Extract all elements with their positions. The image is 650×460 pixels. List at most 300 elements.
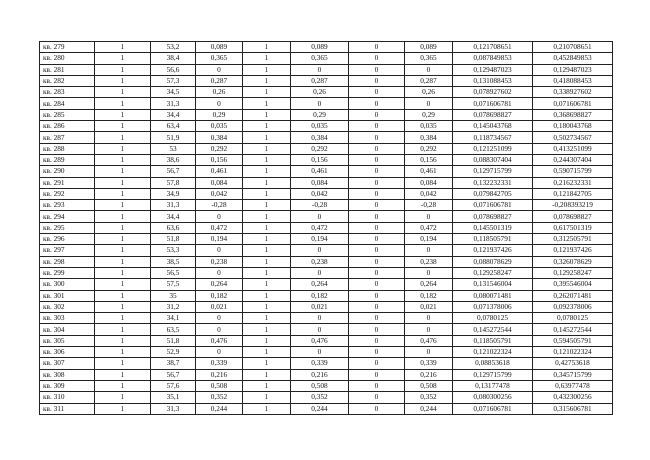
table-cell: 1 [95, 267, 151, 278]
table-cell: 1 [243, 380, 291, 391]
table-cell: 38,7 [151, 358, 196, 369]
table-cell: 1 [95, 75, 151, 86]
table-cell: 0,121022324 [453, 347, 533, 358]
table-row [40, 256, 613, 267]
table-cell: 0 [349, 279, 405, 290]
table-cell: 1 [95, 64, 151, 75]
table-cell: 63,5 [151, 324, 196, 335]
table-cell: 1 [243, 324, 291, 335]
table-cell: -0,28 [291, 200, 349, 211]
table-cell: 0,129487023 [453, 64, 533, 75]
table-cell: 0 [349, 290, 405, 301]
table-row [40, 392, 613, 403]
table-cell: 0,352 [405, 392, 453, 403]
table-cell: 0,084 [405, 177, 453, 188]
table-row [40, 358, 613, 369]
table-cell: 0 [349, 75, 405, 86]
table-cell: 0,292 [196, 143, 243, 154]
apartment-label-cell: кв. 310 [40, 392, 95, 403]
table-cell: 0 [291, 347, 349, 358]
table-cell: 1 [95, 290, 151, 301]
table-cell: 0,238 [196, 256, 243, 267]
table-cell: 1 [95, 256, 151, 267]
apartment-label-cell: кв. 287 [40, 132, 95, 143]
table-cell: 0,131546004 [453, 279, 533, 290]
apartment-label-cell: кв. 308 [40, 369, 95, 380]
table-cell: 1 [243, 53, 291, 64]
table-cell: 1 [95, 222, 151, 233]
table-cell: 0 [405, 211, 453, 222]
table-cell: 0 [349, 245, 405, 256]
table-cell: 1 [95, 211, 151, 222]
table-cell: 0 [349, 358, 405, 369]
table-cell: 1 [243, 166, 291, 177]
table-cell: 34,5 [151, 87, 196, 98]
table-cell: 0,079842705 [453, 188, 533, 199]
apartment-data-table [39, 41, 613, 415]
table-cell: 0,182 [291, 290, 349, 301]
table-cell: 0,118734567 [453, 132, 533, 143]
table-cell: 0,338927602 [533, 87, 613, 98]
table-cell: 1 [243, 313, 291, 324]
table-cell: 0,461 [405, 166, 453, 177]
table-cell: 0 [349, 234, 405, 245]
table-row [40, 222, 613, 233]
table-row [40, 75, 613, 86]
table-cell: 1 [95, 324, 151, 335]
table-cell: 1 [243, 98, 291, 109]
table-cell: 0 [349, 64, 405, 75]
apartment-label-cell: кв. 296 [40, 234, 95, 245]
table-cell: 0,216 [405, 369, 453, 380]
table-cell: 0,590715799 [533, 166, 613, 177]
table-cell: 53 [151, 143, 196, 154]
table-cell: 1 [95, 403, 151, 414]
apartment-label-cell: кв. 303 [40, 313, 95, 324]
table-cell: 0,078698827 [453, 211, 533, 222]
table-cell: 0,287 [196, 75, 243, 86]
table-cell: 0,194 [405, 234, 453, 245]
table-cell: 0,021 [405, 301, 453, 312]
table-cell: 0,238 [291, 256, 349, 267]
table-cell: 0,594505791 [533, 335, 613, 346]
table-cell: 0 [349, 121, 405, 132]
table-cell: 0 [349, 380, 405, 391]
table-cell: 0,121022324 [533, 347, 613, 358]
table-cell: 1 [243, 200, 291, 211]
table-row [40, 154, 613, 165]
table-cell: 0,264 [291, 279, 349, 290]
table-cell: 57,5 [151, 279, 196, 290]
table-cell: 0,461 [196, 166, 243, 177]
table-cell: 0 [405, 347, 453, 358]
table-cell: 0,118505791 [453, 335, 533, 346]
table-row [40, 200, 613, 211]
table-cell: 1 [95, 143, 151, 154]
table-cell: 1 [243, 392, 291, 403]
table-cell: 0,13177478 [453, 380, 533, 391]
table-cell: 0,264 [405, 279, 453, 290]
table-row [40, 87, 613, 98]
apartment-label-cell: кв. 311 [40, 403, 95, 414]
table-cell: 1 [95, 234, 151, 245]
table-cell: 1 [243, 154, 291, 165]
table-cell: 0,121251099 [453, 143, 533, 154]
table-cell: -0,28 [405, 200, 453, 211]
table-cell: 1 [243, 301, 291, 312]
table-cell: 0,292 [405, 143, 453, 154]
table-cell: 0,182 [196, 290, 243, 301]
table-cell: 0,092378006 [533, 301, 613, 312]
table-cell: 0,476 [405, 335, 453, 346]
table-cell: 0,035 [196, 121, 243, 132]
table-cell: 53,2 [151, 42, 196, 53]
table-row [40, 188, 613, 199]
table-cell: 1 [243, 403, 291, 414]
table-cell: 0,508 [291, 380, 349, 391]
table-cell: -0,208393219 [533, 200, 613, 211]
table-cell: 0 [349, 132, 405, 143]
table-cell: 0,084 [196, 177, 243, 188]
table-cell: 1 [243, 143, 291, 154]
table-cell: 0 [349, 154, 405, 165]
table-cell: 0,452849853 [533, 53, 613, 64]
table-cell: 0,244 [291, 403, 349, 414]
table-cell: 51,8 [151, 335, 196, 346]
table-cell: 1 [243, 245, 291, 256]
table-cell: 57,8 [151, 177, 196, 188]
table-cell: 0,145272544 [533, 324, 613, 335]
table-cell: 1 [95, 279, 151, 290]
table-cell: 0 [349, 177, 405, 188]
table-cell: 0,326078629 [533, 256, 613, 267]
table-cell: 0,145043768 [453, 121, 533, 132]
table-cell: 0,042 [196, 188, 243, 199]
apartment-label-cell: кв. 289 [40, 154, 95, 165]
apartment-label-cell: кв. 281 [40, 64, 95, 75]
table-cell: 0,194 [196, 234, 243, 245]
table-cell: 0,476 [291, 335, 349, 346]
table-cell: 0,508 [196, 380, 243, 391]
table-cell: 0,238 [405, 256, 453, 267]
table-cell: 1 [95, 53, 151, 64]
table-cell: 0 [196, 313, 243, 324]
apartment-label-cell: кв. 307 [40, 358, 95, 369]
table-cell: 1 [243, 132, 291, 143]
table-row [40, 211, 613, 222]
table-cell: 0,078698827 [533, 211, 613, 222]
table-cell: 0,118505791 [453, 234, 533, 245]
table-cell: 0 [349, 53, 405, 64]
table-cell: 0,418088453 [533, 75, 613, 86]
table-cell: 0,461 [291, 166, 349, 177]
table-cell: 1 [243, 121, 291, 132]
table-cell: 0 [349, 347, 405, 358]
table-cell: 0,021 [196, 301, 243, 312]
table-cell: 35,1 [151, 392, 196, 403]
table-cell: 0,078927602 [453, 87, 533, 98]
table-cell: 1 [95, 188, 151, 199]
table-cell: 0,071606781 [533, 98, 613, 109]
table-cell: 0,087849853 [453, 53, 533, 64]
table-cell: 63,4 [151, 121, 196, 132]
table-cell: 38,6 [151, 154, 196, 165]
table-cell: 0,384 [291, 132, 349, 143]
table-body [40, 42, 613, 415]
table-cell: 0 [291, 267, 349, 278]
table-cell: 0,035 [291, 121, 349, 132]
table-cell: 1 [243, 347, 291, 358]
apartment-label-cell: кв. 302 [40, 301, 95, 312]
table-cell: 0 [349, 369, 405, 380]
apartment-label-cell: кв. 309 [40, 380, 95, 391]
table-cell: 31,2 [151, 301, 196, 312]
table-cell: 0,129715799 [453, 369, 533, 380]
table-cell: 1 [95, 109, 151, 120]
table-cell: 0 [349, 42, 405, 53]
table-cell: 57,3 [151, 75, 196, 86]
table-cell: 0 [349, 143, 405, 154]
table-cell: 0,244 [405, 403, 453, 414]
table-cell: 0 [291, 64, 349, 75]
table-cell: 0 [349, 301, 405, 312]
table-cell: 1 [243, 256, 291, 267]
table-cell: 0 [405, 98, 453, 109]
table-cell: 0,071606781 [453, 98, 533, 109]
table-row [40, 109, 613, 120]
apartment-label-cell: кв. 298 [40, 256, 95, 267]
table-cell: 0,071606781 [453, 200, 533, 211]
table-cell: 0,244 [196, 403, 243, 414]
table-cell: 0,042 [405, 188, 453, 199]
apartment-label-cell: кв. 292 [40, 188, 95, 199]
table-cell: 31,3 [151, 98, 196, 109]
table-cell: 0 [291, 98, 349, 109]
table-row [40, 64, 613, 75]
table-cell: 0 [349, 109, 405, 120]
table-cell: 1 [95, 335, 151, 346]
table-row [40, 234, 613, 245]
table-cell: 1 [243, 64, 291, 75]
table-cell: 1 [95, 200, 151, 211]
table-cell: -0,28 [196, 200, 243, 211]
apartment-label-cell: кв. 286 [40, 121, 95, 132]
table-row [40, 313, 613, 324]
table-cell: 56,6 [151, 64, 196, 75]
table-cell: 1 [95, 177, 151, 188]
table-cell: 0,156 [291, 154, 349, 165]
table-cell: 1 [243, 369, 291, 380]
table-cell: 31,3 [151, 403, 196, 414]
table-cell: 0,129258247 [453, 267, 533, 278]
apartment-label-cell: кв. 305 [40, 335, 95, 346]
table-cell: 0 [405, 64, 453, 75]
table-cell: 1 [243, 267, 291, 278]
apartment-label-cell: кв. 293 [40, 200, 95, 211]
table-cell: 0,345715799 [533, 369, 613, 380]
table-cell: 0,121937426 [533, 245, 613, 256]
table-cell: 31,3 [151, 200, 196, 211]
table-cell: 0 [291, 211, 349, 222]
table-cell: 1 [243, 222, 291, 233]
table-cell: 1 [95, 154, 151, 165]
table-cell: 1 [95, 245, 151, 256]
table-cell: 1 [243, 358, 291, 369]
table-cell: 0 [349, 200, 405, 211]
table-row [40, 347, 613, 358]
apartment-label-cell: кв. 291 [40, 177, 95, 188]
table-row [40, 132, 613, 143]
table-cell: 0,0780125 [453, 313, 533, 324]
table-cell: 0,129715799 [453, 166, 533, 177]
table-cell: 1 [243, 109, 291, 120]
table-cell: 0,617501319 [533, 222, 613, 233]
table-cell: 0,352 [291, 392, 349, 403]
table-cell: 1 [95, 98, 151, 109]
apartment-label-cell: кв. 280 [40, 53, 95, 64]
table-cell: 0,089 [291, 42, 349, 53]
table-cell: 35 [151, 290, 196, 301]
apartment-label-cell: кв. 282 [40, 75, 95, 86]
table-row [40, 290, 613, 301]
table-cell: 51,8 [151, 234, 196, 245]
table-cell: 0,194 [291, 234, 349, 245]
table-cell: 1 [95, 166, 151, 177]
table-cell: 1 [243, 335, 291, 346]
table-cell: 0,29 [196, 109, 243, 120]
apartment-label-cell: кв. 295 [40, 222, 95, 233]
table-cell: 0,021 [291, 301, 349, 312]
table-cell: 1 [243, 188, 291, 199]
table-cell: 0,384 [405, 132, 453, 143]
table-cell: 0,121937426 [453, 245, 533, 256]
table-cell: 0,08853618 [453, 358, 533, 369]
table-cell: 52,9 [151, 347, 196, 358]
table-cell: 0,089 [196, 42, 243, 53]
table-row [40, 98, 613, 109]
apartment-label-cell: кв. 284 [40, 98, 95, 109]
table-cell: 1 [95, 313, 151, 324]
table-cell: 0 [291, 245, 349, 256]
table-cell: 0,287 [291, 75, 349, 86]
table-cell: 38,5 [151, 256, 196, 267]
table-cell: 0,216 [291, 369, 349, 380]
table-cell: 0,472 [196, 222, 243, 233]
table-cell: 0 [349, 267, 405, 278]
table-cell: 56,7 [151, 369, 196, 380]
table-cell: 63,6 [151, 222, 196, 233]
table-cell: 0,29 [291, 109, 349, 120]
table-row [40, 267, 613, 278]
table-row [40, 403, 613, 414]
table-cell: 0 [405, 324, 453, 335]
table-cell: 1 [95, 42, 151, 53]
apartment-label-cell: кв. 279 [40, 42, 95, 53]
table-cell: 1 [243, 290, 291, 301]
table-row [40, 369, 613, 380]
table-cell: 0 [349, 98, 405, 109]
table-cell: 0 [349, 211, 405, 222]
table-cell: 0,432300256 [533, 392, 613, 403]
table-cell: 0,502734567 [533, 132, 613, 143]
table-cell: 1 [95, 121, 151, 132]
apartment-label-cell: кв. 306 [40, 347, 95, 358]
table-cell: 56,7 [151, 166, 196, 177]
table-cell: 0,121842705 [533, 188, 613, 199]
table-cell: 0,182 [405, 290, 453, 301]
table-cell: 0 [349, 222, 405, 233]
table-cell: 0,262071481 [533, 290, 613, 301]
table-cell: 0,413251099 [533, 143, 613, 154]
table-cell: 0,145272544 [453, 324, 533, 335]
table-cell: 0,216 [196, 369, 243, 380]
table-cell: 0,042 [291, 188, 349, 199]
table-row [40, 177, 613, 188]
table-cell: 1 [95, 301, 151, 312]
table-cell: 57,6 [151, 380, 196, 391]
table-cell: 0,472 [405, 222, 453, 233]
table-cell: 53,3 [151, 245, 196, 256]
table-cell: 0,145501319 [453, 222, 533, 233]
table-cell: 0,365 [196, 53, 243, 64]
table-cell: 0,472 [291, 222, 349, 233]
table-cell: 0 [349, 188, 405, 199]
table-cell: 0 [349, 335, 405, 346]
table-cell: 0,071606781 [453, 403, 533, 414]
table-row [40, 301, 613, 312]
table-cell: 1 [95, 392, 151, 403]
table-cell: 1 [243, 234, 291, 245]
table-cell: 0,384 [196, 132, 243, 143]
table-cell: 34,9 [151, 188, 196, 199]
table-cell: 0 [349, 256, 405, 267]
table-cell: 0 [196, 98, 243, 109]
table-cell: 0,216232331 [533, 177, 613, 188]
table-cell: 0,287 [405, 75, 453, 86]
apartment-label-cell: кв. 285 [40, 109, 95, 120]
table-cell: 0,339 [291, 358, 349, 369]
table-cell: 0,071378006 [453, 301, 533, 312]
apartment-label-cell: кв. 300 [40, 279, 95, 290]
table-cell: 0,312505791 [533, 234, 613, 245]
apartment-label-cell: кв. 301 [40, 290, 95, 301]
table-cell: 56,5 [151, 267, 196, 278]
table-cell: 0,035 [405, 121, 453, 132]
table-cell: 0 [405, 245, 453, 256]
table-cell: 1 [243, 87, 291, 98]
apartment-label-cell: кв. 290 [40, 166, 95, 177]
table-cell: 0 [349, 392, 405, 403]
table-cell: 0 [291, 324, 349, 335]
table-cell: 0,088078629 [453, 256, 533, 267]
table-cell: 1 [95, 347, 151, 358]
table-cell: 0,26 [405, 87, 453, 98]
table-cell: 0,368698827 [533, 109, 613, 120]
table-cell: 0 [349, 87, 405, 98]
table-cell: 0,244307404 [533, 154, 613, 165]
table-cell: 1 [243, 75, 291, 86]
table-cell: 0,29 [405, 109, 453, 120]
table-cell: 0,129258247 [533, 267, 613, 278]
table-cell: 1 [243, 279, 291, 290]
table-cell: 0,264 [196, 279, 243, 290]
table-cell: 1 [95, 380, 151, 391]
table-row [40, 324, 613, 335]
table-cell: 0,129487023 [533, 64, 613, 75]
table-cell: 34,4 [151, 109, 196, 120]
table-cell: 0,210708651 [533, 42, 613, 53]
table-cell: 0 [196, 267, 243, 278]
